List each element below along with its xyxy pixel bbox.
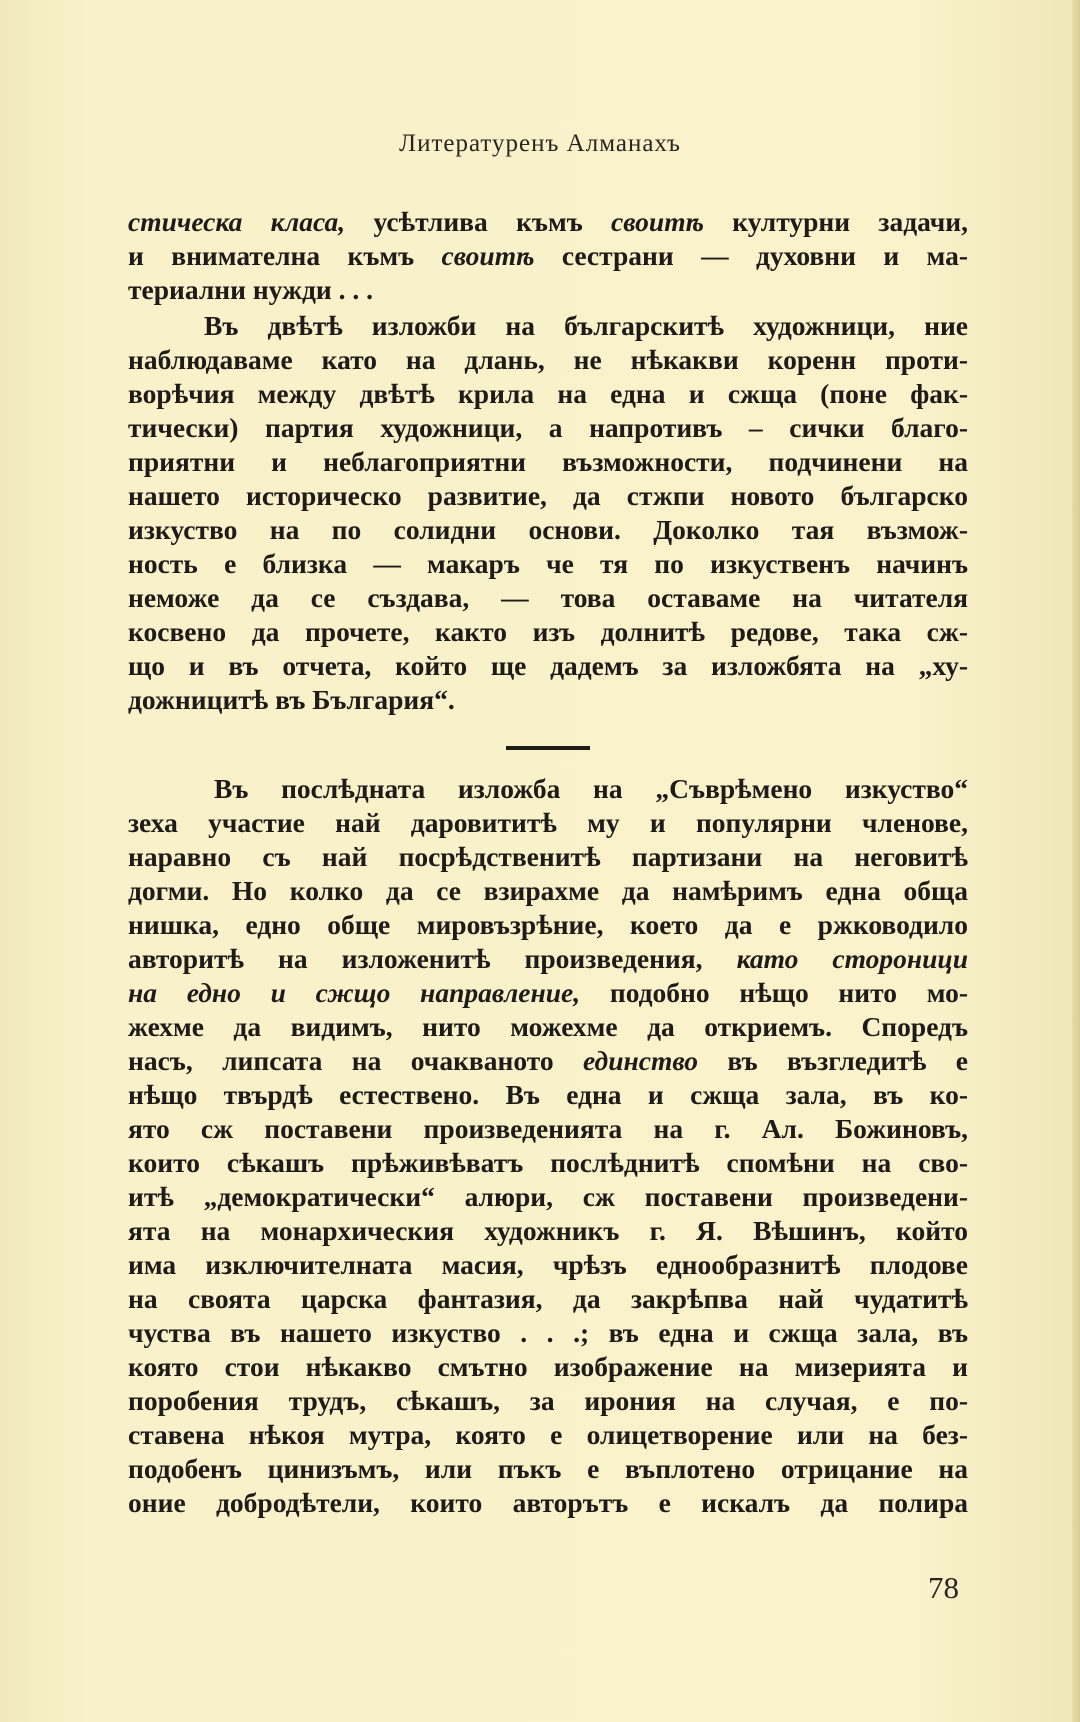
text-line: жехме да видимъ, нито можехме да откриемъ. Споредъ: [128, 1011, 968, 1042]
text-line: дожницитѣ въ България“.: [128, 684, 455, 715]
paragraph-last-exhibition: [128, 772, 968, 1520]
text-line: ность е близка — макаръ че тя по изкуственъ начинъ: [128, 548, 968, 579]
text-line: тически) партия художници, а напротивъ – сички благо-: [128, 412, 968, 443]
text-line: териални нужди . . .: [128, 274, 374, 305]
text-line: оние добродѣтели, които авторътъ е искалъ да полира: [128, 1487, 968, 1518]
text-line: на едно и сжщо направление, подобно нѣщо нито мо-: [128, 977, 968, 1008]
text-line: изкуство на по солидни основи. Доколко тая възмож-: [128, 514, 968, 545]
text-line: ято сж поставени произведенията на г. Ал. Божиновъ,: [128, 1113, 968, 1144]
text-line: авторитѣ на изложенитѣ произведения, като стороници: [128, 943, 968, 974]
text-line: които сѣкашъ прѣживѣватъ послѣднитѣ спомѣни на сво-: [128, 1147, 968, 1178]
text-line: наблюдаваме като на длань, не нѣкакви коренн проти-: [128, 344, 968, 375]
text-line: поробения трудъ, сѣкашъ, за ирония на случая, е по-: [128, 1385, 968, 1416]
text-line: чуства въ нашето изкуство . . .; въ една и сжща зала, въ: [128, 1317, 968, 1348]
text-line: догми. Но колко да се взирахме да намѣримъ една обща: [128, 875, 968, 906]
paragraph-continuation: [128, 205, 968, 307]
text-line: ята на монархическия художникъ г. Я. Вѣшинъ, който: [128, 1215, 968, 1246]
text-line: насъ, липсата на очакваното единство въ възгледитѣ е: [128, 1045, 968, 1076]
text-line: ворѣчия между двѣтѣ крила на една и сжща (поне фак-: [128, 378, 968, 409]
page-number: 78: [928, 1570, 959, 1605]
text-line: има изключителната масия, чрѣзъ еднообразнитѣ плодове: [128, 1249, 968, 1280]
text-line: нашето историческо развитие, да стжпи новото българско: [128, 480, 968, 511]
text-line: косвено да прочете, както изъ долнитѣ редове, така сж-: [128, 616, 968, 647]
section-divider: [506, 746, 590, 750]
text-line: на своята царска фантазия, да закрѣпва най чудатитѣ: [128, 1283, 968, 1314]
text-line: неможе да се създава, — това оставаме на читателя: [128, 582, 968, 613]
text-line: зеха участие най даровититѣ му и популярни членове,: [128, 807, 968, 838]
text-line: наравно съ най посрѣдственитѣ партизани на неговитѣ: [128, 841, 968, 872]
text-line: Въ послѣдната изложба на „Съврѣмено изкуство“: [214, 773, 968, 804]
running-header: Литературенъ Алманахъ: [399, 130, 681, 157]
text-line: приятни и неблагоприятни възможности, подчинени на: [128, 446, 968, 477]
text-line: която стои нѣкакво смътно изображение на мизерията и: [128, 1351, 968, 1382]
text-line: що и въ отчета, който ще дадемъ за изложбята на „ху-: [128, 650, 968, 681]
text-line: подобенъ цинизъмъ, или пъкъ е въплотено отрицание на: [128, 1453, 968, 1484]
page-edge: [1072, 0, 1080, 1722]
text-line: Въ двѣтѣ изложби на българскитѣ художници, ние: [204, 310, 968, 341]
paragraph-exhibitions: [128, 309, 968, 717]
text-line: нѣщо твърдѣ естествено. Въ една и сжща зала, въ ко-: [128, 1079, 968, 1110]
text-line: стическа класа, усѣтлива къмъ своитѣ културни задачи,: [128, 206, 968, 237]
text-line: нишка, едно обще мировъзрѣние, което да е ржководило: [128, 909, 968, 940]
text-line: ставена нѣкоя мутра, която е олицетворение или на без-: [128, 1419, 968, 1450]
text-line: и внимателна къмъ своитѣ сестрани — духовни и ма-: [128, 240, 968, 271]
text-line: итѣ „демократически“ алюри, сж поставени произведени-: [128, 1181, 968, 1212]
